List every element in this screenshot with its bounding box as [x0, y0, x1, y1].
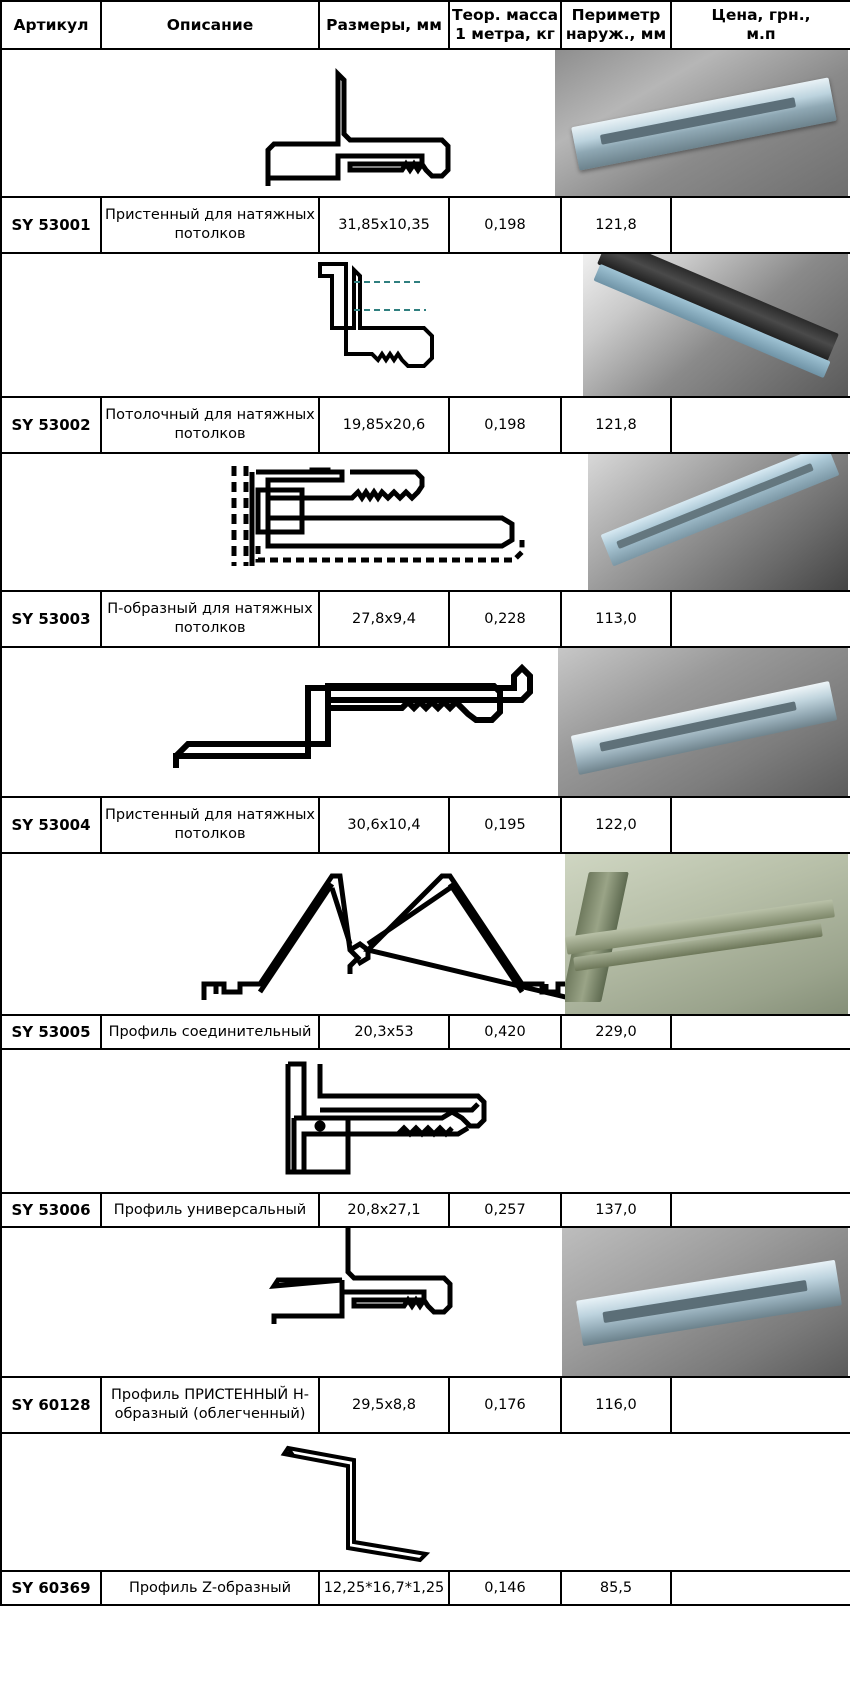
cell-description-8: Профиль Z-образный	[101, 1571, 319, 1605]
cell-perimeter-2: 121,8	[561, 397, 671, 453]
header-perimeter-line1: Периметр	[571, 6, 661, 25]
header-article: Артикул	[1, 1, 101, 49]
cell-article-4: SY 53004	[1, 797, 101, 853]
profile-drawing-sy60369	[2, 1434, 848, 1570]
table-row-6	[1, 1193, 850, 1227]
cell-size-1: 31,85х10,35	[319, 197, 449, 253]
cell-price-2	[671, 397, 850, 453]
figure-cell-6	[1, 1049, 850, 1193]
cell-size-7: 29,5х8,8	[319, 1377, 449, 1433]
figure-row-2	[1, 253, 850, 397]
profile-photo-sy53001	[555, 50, 848, 196]
cell-article-1: SY 53001	[1, 197, 101, 253]
profile-photo-sy60128	[562, 1228, 848, 1376]
header-mass	[449, 1, 561, 49]
cell-mass-8: 0,146	[449, 1571, 561, 1605]
cell-size-4: 30,6х10,4	[319, 797, 449, 853]
cell-perimeter-3: 113,0	[561, 591, 671, 647]
figure-cell-7	[1, 1227, 850, 1377]
table-row-7	[1, 1377, 850, 1433]
figure-row-5	[1, 853, 850, 1015]
profile-drawing-sy53006	[2, 1050, 848, 1192]
figure-cell-1	[1, 49, 850, 197]
cell-perimeter-4: 122,0	[561, 797, 671, 853]
figure-row-4	[1, 647, 850, 797]
cell-mass-7: 0,176	[449, 1377, 561, 1433]
header-perimeter	[561, 1, 671, 49]
cell-size-3: 27,8х9,4	[319, 591, 449, 647]
cell-price-7	[671, 1377, 850, 1433]
table-header-row	[1, 1, 850, 49]
cell-article-7: SY 60128	[1, 1377, 101, 1433]
cell-mass-6: 0,257	[449, 1193, 561, 1227]
cell-mass-3: 0,228	[449, 591, 561, 647]
header-perimeter-line2: наруж., мм	[565, 25, 667, 43]
cell-perimeter-1: 121,8	[561, 197, 671, 253]
header-price	[671, 1, 850, 49]
cell-price-4	[671, 797, 850, 853]
cell-mass-2: 0,198	[449, 397, 561, 453]
cell-size-8: 12,25*16,7*1,25	[319, 1571, 449, 1605]
header-price-line2: м.п	[746, 25, 776, 43]
cell-mass-1: 0,198	[449, 197, 561, 253]
cell-description-2: Потолочный для натяжных потолков	[101, 397, 319, 453]
cell-mass-4: 0,195	[449, 797, 561, 853]
header-size: Размеры, мм	[319, 1, 449, 49]
table-row-4	[1, 797, 850, 853]
cell-mass-5: 0,420	[449, 1015, 561, 1049]
cell-price-1	[671, 197, 850, 253]
figure-cell-8	[1, 1433, 850, 1571]
header-mass-line2: 1 метра, кг	[455, 25, 555, 43]
profile-photo-sy53002	[583, 254, 848, 396]
figure-row-3	[1, 453, 850, 591]
figure-row-6	[1, 1049, 850, 1193]
profile-photo-sy53004	[558, 648, 848, 796]
cell-article-8: SY 60369	[1, 1571, 101, 1605]
cell-description-6: Профиль универсальный	[101, 1193, 319, 1227]
cell-perimeter-7: 116,0	[561, 1377, 671, 1433]
profile-photo-sy53003	[588, 454, 848, 590]
cell-size-6: 20,8х27,1	[319, 1193, 449, 1227]
cell-description-5: Профиль соединительный	[101, 1015, 319, 1049]
table-row-1	[1, 197, 850, 253]
table-row-8	[1, 1571, 850, 1605]
cell-description-7: Профиль ПРИСТЕННЫЙ Н-образный (облегченный)	[101, 1377, 319, 1433]
cell-description-1: Пристенный для натяжных потолков	[101, 197, 319, 253]
cell-article-2: SY 53002	[1, 397, 101, 453]
figure-cell-5	[1, 853, 850, 1015]
cell-perimeter-6: 137,0	[561, 1193, 671, 1227]
cell-article-6: SY 53006	[1, 1193, 101, 1227]
table-row-5	[1, 1015, 850, 1049]
cell-size-5: 20,3х53	[319, 1015, 449, 1049]
figure-cell-3	[1, 453, 850, 591]
cell-price-3	[671, 591, 850, 647]
figure-row-1	[1, 49, 850, 197]
header-price-line1: Цена, грн.,	[711, 6, 811, 25]
table-row-2	[1, 397, 850, 453]
cell-perimeter-5: 229,0	[561, 1015, 671, 1049]
figure-row-8	[1, 1433, 850, 1571]
header-mass-line1: Теор. масса	[451, 6, 559, 25]
cell-price-6	[671, 1193, 850, 1227]
cell-article-3: SY 53003	[1, 591, 101, 647]
profile-photo-sy53005	[565, 854, 848, 1014]
figure-row-7	[1, 1227, 850, 1377]
cell-price-5	[671, 1015, 850, 1049]
cell-price-8	[671, 1571, 850, 1605]
cell-description-3: П-образный для натяжных потолков	[101, 591, 319, 647]
cell-size-2: 19,85х20,6	[319, 397, 449, 453]
cell-article-5: SY 53005	[1, 1015, 101, 1049]
header-description: Описание	[101, 1, 319, 49]
cell-description-4: Пристенный для натяжных потолков	[101, 797, 319, 853]
figure-cell-4	[1, 647, 850, 797]
cell-perimeter-8: 85,5	[561, 1571, 671, 1605]
table-row-3	[1, 591, 850, 647]
figure-cell-2	[1, 253, 850, 397]
